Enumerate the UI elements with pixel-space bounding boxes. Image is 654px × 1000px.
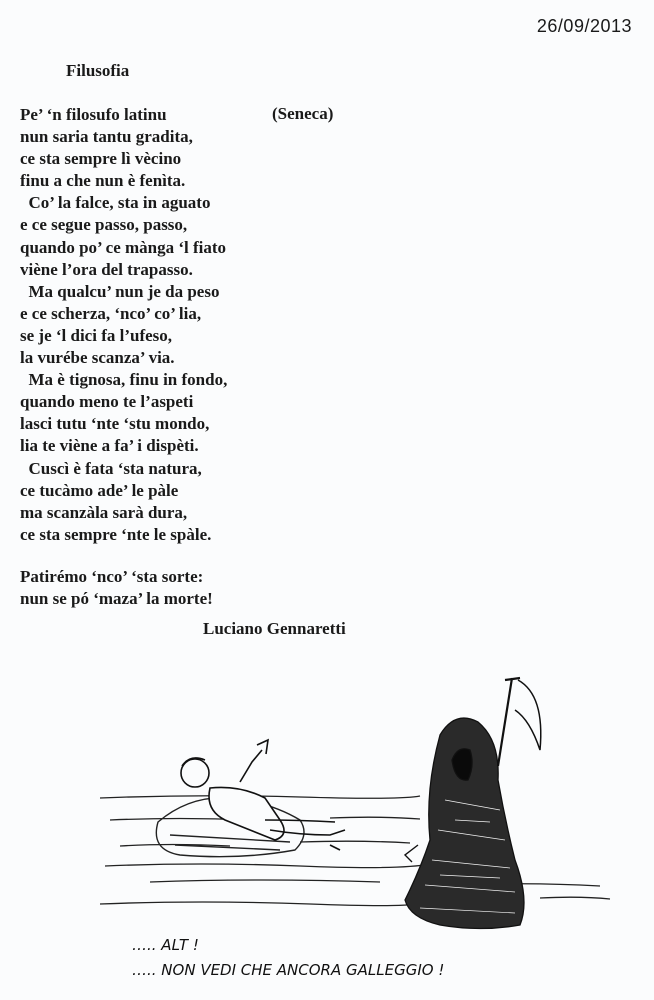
poem-body [20,104,227,610]
poem-line: ma scanzàla sarà dura, [20,502,188,522]
stanza-gap [20,546,227,566]
reclining-man [181,740,345,850]
poem-line: lasci tutu ‘nte ‘stu mondo, [20,414,210,434]
poem-author: Luciano Gennaretti [203,619,346,638]
grim-reaper [405,678,541,929]
poem-line: e ce segue passo, passo, [20,215,188,235]
poem-line: nun saria tantu gradita, [20,127,193,147]
poem-attribution: (Seneca) [272,104,334,123]
poem-line: ce sta sempre ‘nte le spàle. [20,524,212,544]
poem-line: e ce scherza, ‘nco’ co’ lia, [20,303,202,323]
poem-line: quando meno te l’aspeti [20,392,194,412]
sea-lines [100,796,610,906]
cartoon-drawing [0,670,654,1000]
poem-line: Pe’ ‘n filosufo latinu [20,105,167,124]
poem-line: ce tucàmo ade’ le pàle [20,480,179,500]
poem-title: Filusofia [66,61,130,80]
poem-line: quando po’ ce mànga ‘l fiato [20,237,227,257]
poem-closing-line: nun se pó ‘maza’ la morte! [20,588,213,608]
poem-line: Cuscì è fata ‘sta natura, [20,458,202,478]
poem-line: Ma è tignosa, finu in fondo, [20,370,228,390]
poem-closing-line: Patirémo ‘nco’ ‘sta sorte: [20,566,204,586]
poem-line: Ma qualcu’ nun je da peso [20,281,220,301]
poem-line: ce sta sempre lì vècino [20,149,182,169]
poem-line: Co’ la falce, sta in aguato [20,193,211,213]
poem-line: viène l’ora del trapasso. [20,259,193,279]
poem-line: se je ‘l dici fa l’ufeso, [20,325,173,345]
poem-line: la vurébe scanza’ via. [20,348,175,368]
poem-line: finu a che nun è fenìta. [20,171,186,191]
poem-line: lia te viène a fa’ i dispèti. [20,436,199,456]
cartoon-caption-1: ….. ALT ! [132,936,199,954]
document-date: 26/09/2013 [536,16,632,36]
cartoon-caption-2: ….. NON VEDI CHE ANCORA GALLEGGIO ! [132,961,445,979]
